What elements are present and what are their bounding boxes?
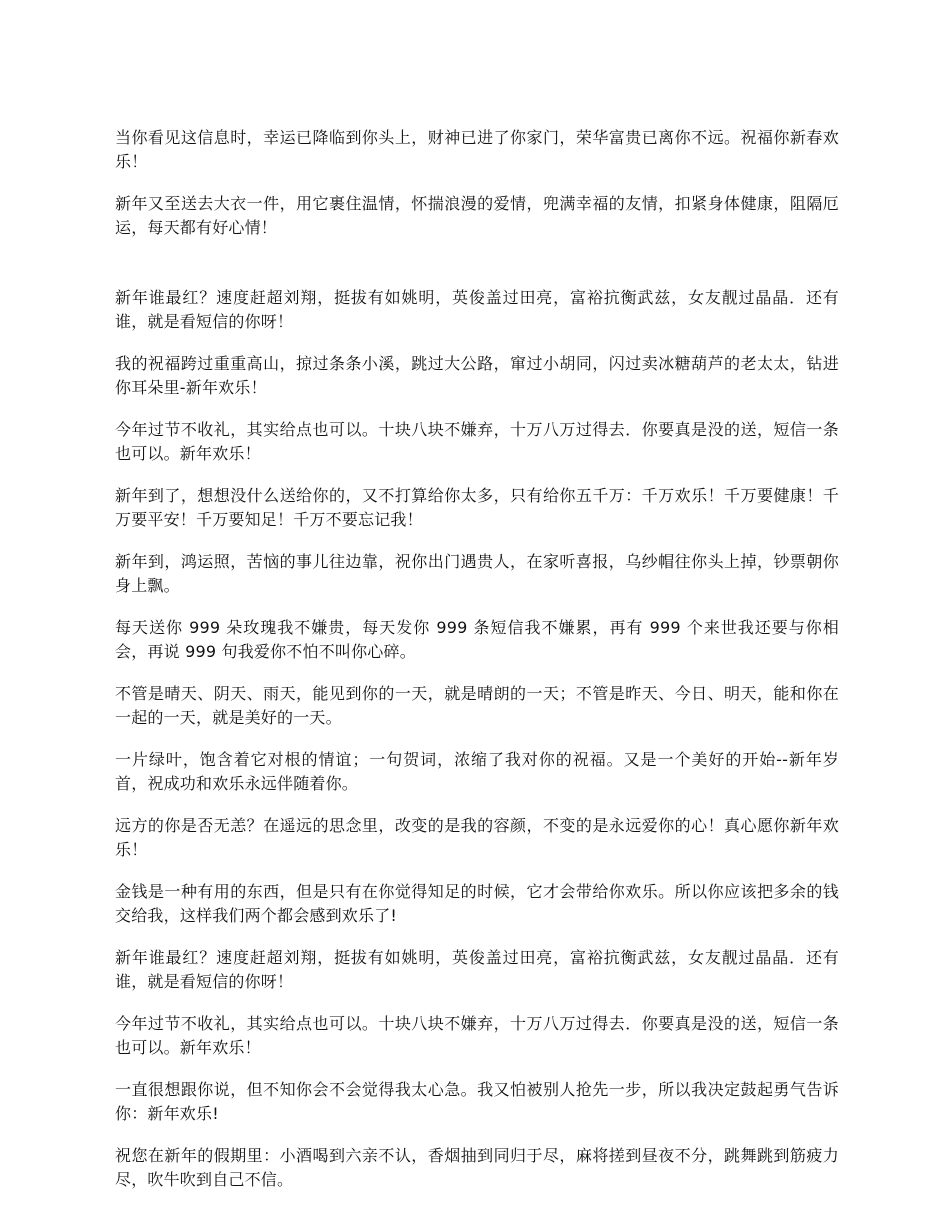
paragraph-1: 当你看见这信息时，幸运已降临到你头上，财神已进了你家门，荣华富贵已离你不远。祝福你新春欢乐！ [115,128,839,171]
paragraph-16: 祝您在新年的假期里：小酒喝到六亲不认，香烟抽到同归于尽，麻将搓到昼夜不分，跳舞跳到筋疲力尽，吹牛吹到自己不信。 [115,1146,839,1189]
paragraph-8: 每天送你 999 朵玫瑰我不嫌贵，每天发你 999 条短信我不嫌累，再有 999 个来世我还要与你相会，再说 999 句我爱你不怕不叫你心碎。 [115,618,839,661]
paragraph-11: 远方的你是否无恙？在遥远的思念里，改变的是我的容颜，不变的是永远爱你的心！真心愿你新年欢乐！ [115,816,839,859]
blank-gap [115,258,839,286]
paragraph-6: 新年到了，想想没什么送给你的，又不打算给你太多，只有给你五千万：千万欢乐！千万要健康！千万要平安！千万要知足！千万不要忘记我！ [115,486,839,529]
paragraph-5: 今年过节不收礼，其实给点也可以。十块八块不嫌弃，十万八万过得去．你要真是没的送，短信一条也可以。新年欢乐！ [115,420,839,463]
paragraph-2: 新年又至送去大衣一件，用它裹住温情，怀揣浪漫的爱情，兜满幸福的友情，扣紧身体健康，阻隔厄运，每天都有好心情！ [115,194,839,237]
paragraph-12: 金钱是一种有用的东西，但是只有在你觉得知足的时候，它才会带给你欢乐。所以你应该把多余的钱交给我，这样我们两个都会感到欢乐了! [115,882,839,925]
paragraph-13: 新年谁最红？速度赶超刘翔，挺拔有如姚明，英俊盖过田亮，富裕抗衡武兹，女友靓过晶晶．还有谁，就是看短信的你呀！ [115,948,839,991]
paragraph-14: 今年过节不收礼，其实给点也可以。十块八块不嫌弃，十万八万过得去．你要真是没的送，短信一条也可以。新年欢乐！ [115,1014,839,1057]
paragraph-15: 一直很想跟你说，但不知你会不会觉得我太心急。我又怕被别人抢先一步，所以我决定鼓起勇气告诉你：新年欢乐! [115,1080,839,1123]
paragraph-4: 我的祝福跨过重重高山，掠过条条小溪，跳过大公路，窜过小胡同，闪过卖冰糖葫芦的老太太，钻进你耳朵里-新年欢乐！ [115,354,839,397]
paragraph-3: 新年谁最红？速度赶超刘翔，挺拔有如姚明，英俊盖过田亮，富裕抗衡武兹，女友靓过晶晶．还有谁，就是看短信的你呀！ [115,288,839,331]
paragraph-10: 一片绿叶，饱含着它对根的情谊；一句贺词，浓缩了我对你的祝福。又是一个美好的开始--新年岁首，祝成功和欢乐永远伴随着你。 [115,750,839,793]
paragraph-7: 新年到，鸿运照，苦恼的事儿往边靠，祝你出门遇贵人，在家听喜报，乌纱帽往你头上掉，钞票朝你身上飘。 [115,552,839,595]
document-body [115,126,839,1210]
paragraph-9: 不管是晴天、阴天、雨天，能见到你的一天，就是晴朗的一天；不管是昨天、今日、明天，能和你在一起的一天，就是美好的一天。 [115,684,839,727]
